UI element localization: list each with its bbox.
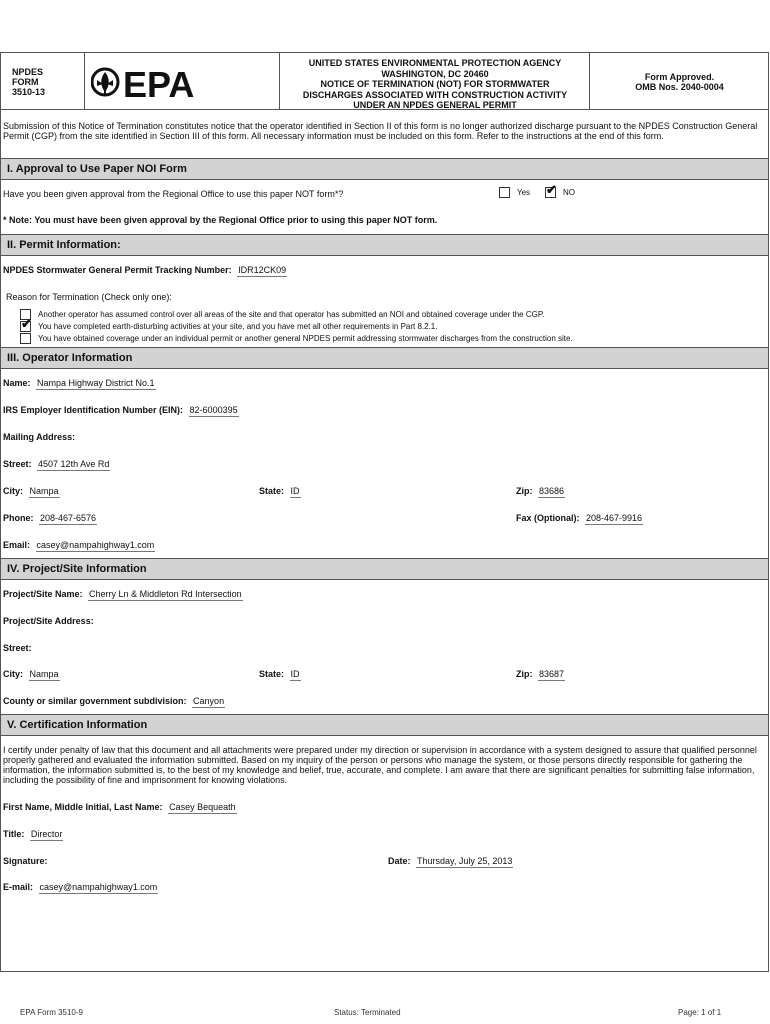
certification-statement: I certify under penalty of law that this document and all attachments were prepared under my direction or supervision in accordance with a system designed to assure that qualified personnel properly gathered and evaluated the information submitted. Based on my inquiry of the person or persons who manage the system, or those persons directly responsible for gathering the information, the information submitted is, to the best of my knowledge and belief, true, accurate, and complete. I am aware that there are significant penalties for submitting false information, including the possibility of fine and imprisonment for knowing violations. — [3, 745, 757, 785]
signature-label: Signature: — [3, 856, 48, 866]
date-row: Date: Thursday, July 25, 2013 — [388, 856, 513, 866]
site-zip-field[interactable]: 83687 — [539, 669, 565, 679]
site-zip-row: Zip: 83687 — [516, 669, 565, 679]
phone-field[interactable]: 208-467-6576 — [40, 513, 97, 523]
site-state-field[interactable]: ID — [290, 669, 300, 679]
operator-city-field[interactable]: Nampa — [29, 486, 59, 496]
county-field[interactable]: Canyon — [193, 696, 225, 706]
reason-checkbox-2[interactable] — [20, 316, 32, 332]
site-city-row: City: Nampa — [3, 669, 59, 679]
svg-text:EPA: EPA — [123, 64, 195, 105]
check-mark-icon: ✔ — [546, 182, 557, 197]
signer-name-row: First Name, Middle Initial, Last Name: Casey Bequeath — [3, 802, 236, 812]
operator-name-field[interactable]: Nampa Highway District No.1 — [37, 378, 155, 388]
footer-status: Status: Terminated — [334, 1008, 401, 1017]
no-checkbox[interactable] — [545, 182, 557, 198]
footer-form-number: EPA Form 3510-9 — [20, 1008, 83, 1017]
signer-email-row: E-mail: casey@nampahighway1.com — [3, 882, 158, 892]
site-street-label: Street: — [3, 643, 32, 653]
operator-street-field[interactable]: 4507 12th Ave Rd — [38, 459, 110, 469]
operator-zip-row: Zip: 83686 — [516, 486, 565, 496]
signer-title-row: Title: Director — [3, 829, 63, 839]
intro-text: Submission of this Notice of Termination constitutes notice that the operator identified in Section II of this form is no longer authorized discharge pursuant to the NPDES Construction General Permit (CGP) from the site identified in Section III of this form. All necessary information must be included on this form. Refer to the instructions at the end of this form. — [3, 121, 758, 141]
yes-label: Yes — [517, 188, 531, 197]
section-permit-header: II. Permit Information: — [1, 234, 768, 256]
phone-row: Phone: 208-467-6576 — [3, 513, 97, 523]
footer-page-number: Page: 1 of 1 — [678, 1008, 722, 1017]
logo-cell — [85, 52, 280, 109]
reason-heading: Reason for Termination (Check only one): — [6, 292, 172, 302]
epa-logo — [91, 56, 201, 108]
agency-title: UNITED STATES ENVIRONMENTAL PROTECTION AGENCY WASHINGTON, DC 20460 NOTICE OF TERMINATION (NOT) FOR STORMWATER DISCHARGES ASSOCIATED WITH CONSTRUCTION ACTIVITY UNDER AN NPDES GENERAL PERMIT — [302, 58, 568, 110]
no-label: NO — [563, 188, 575, 197]
fax-field[interactable]: 208-467-9916 — [586, 513, 643, 523]
signer-title-field[interactable]: Director — [30, 829, 63, 839]
ein-row: IRS Employer Identification Number (EIN): 82-6000395 — [3, 405, 238, 415]
ein-field[interactable]: 82-6000395 — [189, 405, 238, 415]
reason-text-3: You have obtained coverage under an individual permit or another general NPDES permit addressing stormwater discharges from the construction site. — [38, 334, 573, 343]
signer-name-field[interactable]: Casey Bequeath — [169, 802, 236, 812]
county-row: County or similar government subdivision: Canyon — [3, 696, 225, 706]
section-certification-header: V. Certification Information — [1, 714, 768, 736]
yes-checkbox[interactable] — [499, 187, 510, 198]
omb-approval: Form Approved. OMB Nos. 2040-0004 — [635, 72, 724, 92]
section-approval-header: I. Approval to Use Paper NOI Form — [1, 158, 768, 180]
reason-checkbox-3[interactable] — [20, 333, 31, 344]
site-city-field[interactable]: Nampa — [29, 669, 59, 679]
date-field[interactable]: Thursday, July 25, 2013 — [417, 856, 513, 866]
site-address-label: Project/Site Address: — [3, 616, 94, 626]
form-header — [0, 52, 769, 110]
operator-email-row: Email: casey@nampahighway1.com — [3, 540, 155, 550]
check-mark-icon: ✔ — [21, 316, 32, 331]
fax-row: Fax (Optional): 208-467-9916 — [516, 513, 643, 523]
form-number-cell — [0, 52, 85, 109]
form-number: NPDES FORM 3510-13 — [12, 67, 46, 97]
reason-text-2: You have completed earth-disturbing activities at your site, and you have met all other requirements in Part 8.2.1. — [38, 322, 438, 331]
section-site-header: IV. Project/Site Information — [1, 558, 768, 580]
signer-email-field[interactable]: casey@nampahighway1.com — [39, 882, 158, 892]
operator-street-row: Street: 4507 12th Ave Rd — [3, 459, 110, 469]
agency-cell — [280, 52, 590, 109]
approval-cell — [590, 52, 769, 109]
operator-zip-field[interactable]: 83686 — [539, 486, 565, 496]
approval-note: * Note: You must have been given approval by the Regional Office prior to using this paper NOT form. — [3, 215, 438, 225]
reason-text-1: Another operator has assumed control over all areas of the site and that operator has submitted an NOI and obtained coverage under the CGP. — [38, 310, 545, 319]
project-name-field[interactable]: Cherry Ln & Middleton Rd Intersection — [89, 589, 242, 599]
section-operator-header: III. Operator Information — [1, 347, 768, 369]
operator-state-row: State: ID — [259, 486, 300, 496]
site-state-row: State: ID — [259, 669, 300, 679]
operator-city-row: City: Nampa — [3, 486, 59, 496]
approval-question: Have you been given approval from the Regional Office to use this paper NOT form*? — [3, 189, 344, 199]
operator-state-field[interactable]: ID — [290, 486, 300, 496]
project-name-row: Project/Site Name: Cherry Ln & Middleton Rd Intersection — [3, 589, 242, 599]
tracking-number-field[interactable]: IDR12CK09 — [238, 265, 287, 275]
tracking-number-row: NPDES Stormwater General Permit Tracking Number: IDR12CK09 — [3, 265, 287, 275]
operator-name-row: Name: Nampa Highway District No.1 — [3, 378, 155, 388]
operator-email-field[interactable]: casey@nampahighway1.com — [36, 540, 155, 550]
mailing-address-label: Mailing Address: — [3, 432, 76, 442]
